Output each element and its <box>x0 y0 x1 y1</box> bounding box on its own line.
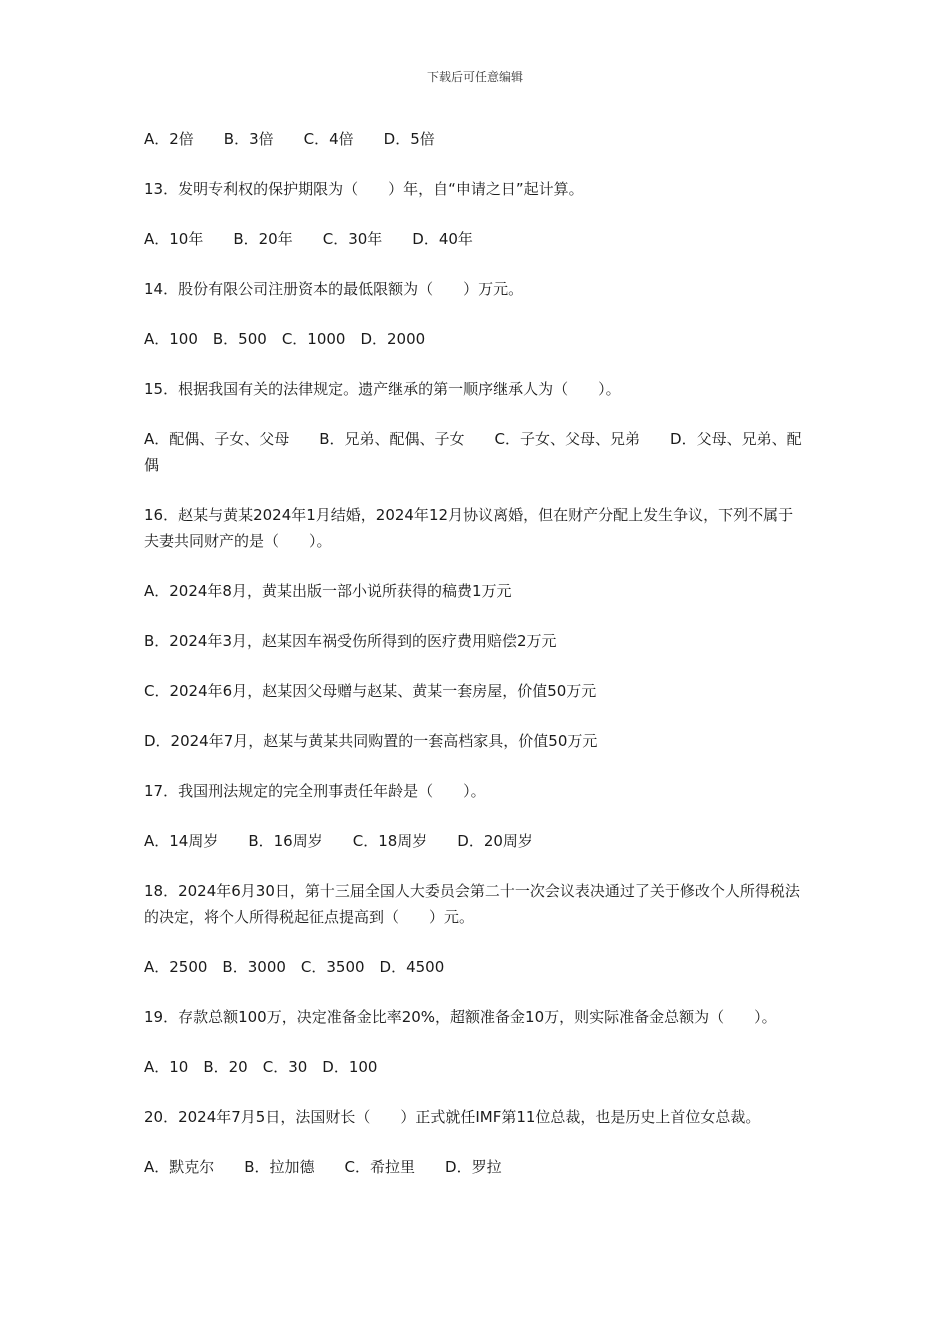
q16-option-d: D．2024年7月，赵某与黄某共同购置的一套高档家具，价值50万元 <box>144 732 598 750</box>
q18-options: A．2500 B．3000 C．3500 D．4500 <box>144 958 445 976</box>
q19-options: A．10 B．20 C．30 D．100 <box>144 1058 378 1076</box>
q20-options: A．默克尔 B．拉加德 C．希拉里 D．罗拉 <box>144 1158 502 1176</box>
q16-option-b: B．2024年3月，赵某因车祸受伤所得到的医疗费用赔偿2万元 <box>144 632 557 650</box>
question-14: 14．股份有限公司注册资本的最低限额为（ ）万元。 <box>144 280 524 298</box>
question-17: 17．我国刑法规定的完全刑事责任年龄是（ ）。 <box>144 782 486 800</box>
question-19: 19．存款总额100万，决定准备金比率20%，超额准备金10万，则实际准备金总额为（ ）。 <box>144 1008 777 1026</box>
question-16: 16．赵某与黄某2024年1月结婚，2024年12月协议离婚，但在财产分配上发生争议，下列不属于夫妻共同财产的是（ ）。 <box>144 506 794 550</box>
document-body <box>144 126 808 1180</box>
question-18: 18．2024年6月30日，第十三届全国人大委员会第二十一次会议表决通过了关于修改个人所得税法的决定，将个人所得税起征点提高到（ ）元。 <box>144 882 800 926</box>
question-15: 15．根据我国有关的法律规定。遗产继承的第一顺序继承人为（ ）。 <box>144 380 621 398</box>
q17-options: A．14周岁 B．16周岁 C．18周岁 D．20周岁 <box>144 832 533 850</box>
q16-option-c: C．2024年6月，赵某因父母赠与赵某、黄某一套房屋，价值50万元 <box>144 682 597 700</box>
q15-options: A．配偶、子女、父母 B．兄弟、配偶、子女 C．子女、父母、兄弟 D．父母、兄弟、配偶 <box>144 430 802 474</box>
question-13: 13．发明专利权的保护期限为（ ）年，自“申请之日”起计算。 <box>144 180 584 198</box>
q14-options: A．100 B．500 C．1000 D．2000 <box>144 330 426 348</box>
q12-options: A．2倍 B．3倍 C．4倍 D．5倍 <box>144 130 435 148</box>
question-20: 20．2024年7月5日，法国财长（ ）正式就任IMF第11位总裁，也是历史上首位女总裁。 <box>144 1108 761 1126</box>
q13-options: A．10年 B．20年 C．30年 D．40年 <box>144 230 473 248</box>
q16-option-a: A．2024年8月，黄某出版一部小说所获得的稿费1万元 <box>144 582 512 600</box>
page-header: 下载后可任意编辑 <box>426 70 523 84</box>
